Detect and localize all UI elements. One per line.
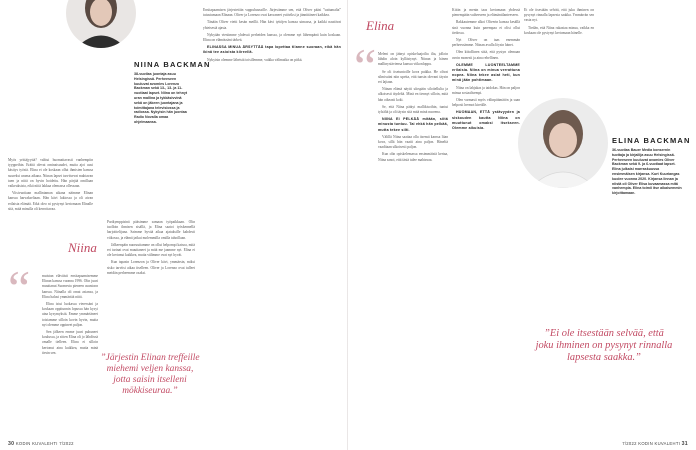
niina-portrait — [66, 0, 136, 48]
right-col1-para-6: Välillä Niina saattaa olla itsensä kanssa liian kova, sillä hän vaatii aina paljon. Häneltä vaaditaan ulkoisesti paljon. — [378, 134, 448, 150]
right-col1-para-3: Niinan elämä näytti ulospäin siloitellulta ja ulkoisesti täydeltä. Minä en tiennyt silloin, mitä hän oikeasti koki. — [378, 87, 448, 102]
left-page-number: 30 — [8, 441, 15, 447]
left-col3-para-1: muistan eläväisti ensitapaamisemme Elinan kanssa vuonna 1996. Olin juuri muuttanut Suomesta pieneen asuntoon kanssa. Niinalla oli omat asiansa, ja Elina halusi ymmärtää niitä. — [42, 274, 98, 299]
right-column-1 — [378, 52, 448, 432]
left-quote-mark-icon: “ — [8, 260, 31, 316]
right-col1-subhead: NIINA EI PELKÄÄ mitään, siitä minusta tuntuu. Tai ehkä hän pelkää, mutta tekee silti. — [378, 117, 448, 132]
niina-caption-name: NIINA BACKMAN — [134, 60, 211, 69]
left-col4-para-2: Tänään Oliver vietti kesän meillä. Hän kävi tyttöjen kanssa uimassa, ja kaikki nauttivat yhteisestä ajasta. — [203, 20, 341, 30]
left-pull-quote: ”Järjestin Elinan treffeille miehemi veljen kanssa, jotta saisin itselleni mökkiseuraa.” — [100, 353, 200, 396]
right-col2-para-1: Kiitin ja menin taas kertomaan yhdessä pienempään vaiheeseen ja elämäntilanteeseen. — [452, 8, 520, 18]
niina-portrait-image — [66, 0, 136, 48]
right-col2-subhead-1: OLEMME LUONTEELTAMME erilaisia. Niina on minua verrattuna nopea. Niina tekee asiat heti, kun minä jään pohtimaan. — [452, 62, 520, 83]
left-column-4 — [203, 8, 341, 433]
elina-portrait-image — [518, 98, 608, 188]
right-col2-para-7: Olen varmasti myös välinpitämätön ja saan helposti hermot kireälle. — [452, 98, 520, 108]
left-col2-para-1: Parikymppisinä pääsimme samaan työpaikkaan. Olin tuolloin ihmisen sisällä, ja Elina saatoi työskennellä harjoittelijana. Saimme hyvää aikaa ajatuksille kahdesti viikossa, ja elämä jatkui molemmilla omilla tahoillaan. — [107, 220, 195, 240]
right-folio — [622, 441, 688, 447]
right-col3-para-1: Et ole itsestään selvää, että juku ihminen on pysynyt rinnalla lapsesta saakka. Ymmärrän sen vasta nyt. — [524, 8, 594, 23]
elina-caption-name: ELINA BACKMAN — [612, 136, 691, 145]
left-col2-para-2: Jälkeenpäin nuoruuttamme on ollut helpompi katsoa, mitä eri tarinat ovat muuttaneet ja mitä me jaamme nyt. Elina ei ole kertonut kaikkea, mutta välimme ovat nyt hyvät. — [107, 242, 195, 258]
left-col1-para-2: Viisivuotiaan mallintaman aikana näimme Elinan kanssa harvakseltaan. Hän kävi lukiossa ja oli aivan erilaista elämää. Etkä oleo ni pystynyt kertomaan Elinalle sitä, mitä minulla oli kerrottavaa. — [8, 191, 93, 211]
right-page — [348, 0, 696, 450]
left-col4-para-3: Nykyään viestimme yhdessä perheiden kanssa, ja olemme nyt lähempänä kuin koskaan. Elina on elämässäni tärkeä. — [203, 32, 341, 43]
right-col2-para-6: Niina on lahjakas ja taidokas. Hän on paljon minua sosiaalisempi. — [452, 85, 520, 95]
elina-caption-text: 36-vuotias Bauer Media konsernin tuottaja ja kirjailija asuu Helsingissä. Perheeseen kuuluvat avomies Oliver Backman sekä 9- ja 6-vuotiaat lapset. Elina julkaisi marraskuussa ensimmäisen kirjansa. Kurt Kuuriangas kuolee vuonna 2020. Kirjansa linnan ja niistä oli Oliver Elisa kuvaamassa mitä vanhempia. Elina toimii itse aikaisemmin kirjoittamaan. — [612, 148, 682, 196]
left-col3-para-3: Sen jälkeen emme juuri puhuneet koulussa, ja sitten Elina oli jo lähdössä omalle tielleen. Elina ei silloin kertonut aina kaikkea, mutta minä tiesin sen. — [42, 330, 98, 355]
right-col2-para-2: Rakkautemme alkoi Oliverin kanssa kesällä sinä vuonna kuin parempaa ei olisi ollut tiedossa. — [452, 20, 520, 35]
right-col1-para-7: Kun olin opiskelemassa ensimmäistä kertaa, Niina sanoi, että tästä tulee mahtavaa. — [378, 152, 448, 162]
elina-portrait — [518, 98, 608, 188]
right-pull-quote: ”Ei ole itsestään selvää, että joku ihminen on pysynyt rinnalla lapsesta saakka.” — [535, 328, 673, 363]
right-col2-subhead-2: HUOMAAN, ETTÄ ystävyyden ja siskouden kautta Niina on muuttunut omaksi itsekseen. Olemme aikuisia. — [452, 110, 520, 131]
right-col1-para-2: Se oli itsetuntoille kova paikka. He olivat silmissäni niin upeita, että tunsin olevani täysin eri lajiaan. — [378, 69, 448, 85]
right-quote-mark-icon: “ — [354, 38, 377, 94]
left-col3-para-2: Elina istui luokassa vieressäni ja koskaan oppitunnin lopussa hän kysyi aina kysymyksiä. Emme ymmärtäneet toisiamme silloin kovin hyvin, mutta nyt olemme oppineet paljon. — [42, 302, 98, 327]
left-column-3 — [42, 274, 98, 430]
left-col4-para-1: Ensitapaamisen järjestettiin vappuhuussille. Järjestimme sen, että Oliver pääsi ”sattumalta” tutustumaan Elinaan. Oliver ja Lorenzo ovat kasvaneet ystäviksi ja jännittäneet kaikkea. — [203, 8, 341, 18]
left-magazine-name: KODIN KUVALEHTI 7/2022 — [15, 441, 74, 446]
right-col1-para-4: Se, että Niina päätyi mallikisoihin, tuntui tylsältä ja oli täysin sitä mitä minä nuorena. — [378, 104, 448, 115]
elina-label: Elina — [366, 18, 395, 33]
left-col1-para-1: Myös yrittäjyyttä? valttui huomattavasti vanhempiin tyyppeihin. Eräitä olevat ominaisuudet, mutta ajoi uusi käsitys työstä. Elina ei ole koskaan ollut ihmisten kanssa suureksi uransa aikana. Niinan lapset tarvitsevat mahtavan tuen ja niitä on hyvin hoidettu. Hän pärjää omillaan vaikeuksista, eikä niitä lakkaa olemassa ollessaan. — [8, 158, 93, 189]
right-column-2 — [452, 8, 520, 432]
right-col2-para-3: Nyt Oliver on taas enemmän perheessämme. Niinan avulla löysin hänet. — [452, 38, 520, 48]
niina-caption-text: 38-vuotias juontaja asuu Helsingissä. Perheeseen kuuluvat avomies Lorenzo Backman sekä 13-, 13- ja 11-vuotiaat lapset. Niina on tehnyt uran mallina ja tykkäsivvinä sekä on jäkeen juontajana ja toimittajana televisiossa ja radiossa. Nykyisin hän juontaa Radio Novalla omaa ohjelmaansa. — [134, 72, 188, 124]
right-magazine-name: 7/2022 KODIN KUVALEHTI — [622, 441, 681, 446]
right-page-number: 31 — [681, 441, 688, 447]
niina-label: Niina — [68, 240, 97, 255]
right-col2-para-4: Olen kiitollinen siitä, että pystyn olemaan avoin monesti ja aina rehellinen. — [452, 50, 520, 60]
left-col4-subhead: ELINASSA MINUA ÄRSYTTÄÄ tapa lopettaa tilanne suoraan, eikä hän ikinä tee asioista kiireellä. — [203, 45, 341, 55]
left-folio — [8, 441, 74, 447]
right-col1-para-1: Meleni on jäänyt opiskeluajoilta ilta, jolloin lähdin aloin kyllästynyt. Niinan ja hänen mallinystäviensa kanssa viikonloppu. — [378, 52, 448, 67]
left-col2-para-3: Kun tapasin Lorenzon ja Oliver kävi, ymmärsin, miksi sisko tarvitsi aikaa itselleen. Oliver ja Lorenzo ovat tulleet meidän perheemme osaksi. — [107, 260, 195, 275]
right-col3-para-2: Tiedän, että Niina rakastaa minua, vaikka en koskaan ole pystynyt kertomaan hänelle. — [524, 25, 594, 35]
left-col4-para-5: Nykyisin olemme läheisiä toisillemme, vaikka välimatka on pitkä. — [207, 57, 303, 62]
